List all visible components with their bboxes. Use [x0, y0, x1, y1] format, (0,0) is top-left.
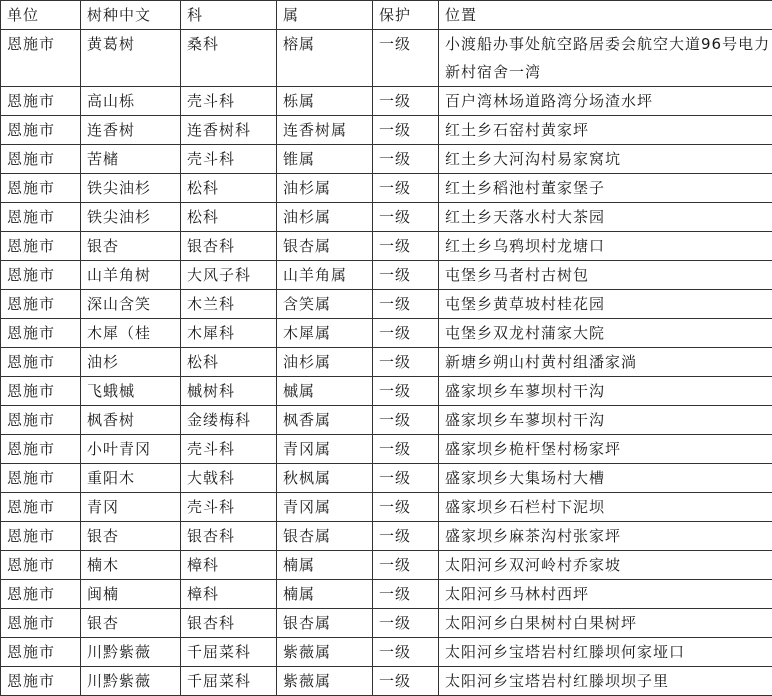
- table-row: [1, 435, 772, 464]
- cell-location: 太阳河乡双河岭村乔家坡: [439, 551, 772, 580]
- cell-unit: 恩施市: [1, 435, 81, 464]
- cell-location: 太阳河乡白果树村白果树坪: [439, 609, 772, 638]
- cell-unit: 恩施市: [1, 522, 81, 551]
- table-row: [1, 522, 772, 551]
- table-row: [1, 87, 772, 116]
- cell-location: 红土乡乌鸦坝村龙塘口: [439, 232, 772, 261]
- cell-species-name: 枫香树: [81, 406, 181, 435]
- cell-family: 松科: [181, 348, 277, 377]
- cell-protection-level: 一级: [373, 551, 439, 580]
- cell-protection-level: 一级: [373, 522, 439, 551]
- cell-genus: 油杉属: [277, 174, 373, 203]
- cell-family: 壳斗科: [181, 435, 277, 464]
- cell-protection-level: 一级: [373, 232, 439, 261]
- cell-protection-level: 一级: [373, 638, 439, 667]
- cell-genus: 青冈属: [277, 493, 373, 522]
- table-row: [1, 609, 772, 638]
- cell-family: 木兰科: [181, 290, 277, 319]
- cell-unit: 恩施市: [1, 87, 81, 116]
- cell-location: 盛家坝乡麻茶沟村张家坪: [439, 522, 772, 551]
- cell-location: 屯堡乡马者村古树包: [439, 261, 772, 290]
- cell-protection-level: 一级: [373, 319, 439, 348]
- cell-genus: 银杏属: [277, 232, 373, 261]
- cell-genus: 油杉属: [277, 348, 373, 377]
- header-family: 科: [181, 1, 277, 30]
- cell-unit: 恩施市: [1, 203, 81, 232]
- cell-unit: 恩施市: [1, 116, 81, 145]
- table-row: [1, 638, 772, 667]
- cell-unit: 恩施市: [1, 580, 81, 609]
- cell-unit: 恩施市: [1, 406, 81, 435]
- cell-species-name: 楠木: [81, 551, 181, 580]
- table-row: [1, 348, 772, 377]
- cell-genus: 青冈属: [277, 435, 373, 464]
- cell-protection-level: 一级: [373, 174, 439, 203]
- cell-unit: 恩施市: [1, 348, 81, 377]
- cell-species-name: 高山栎: [81, 87, 181, 116]
- cell-location: 太阳河乡马林村西坪: [439, 580, 772, 609]
- cell-species-name: 飞蛾槭: [81, 377, 181, 406]
- cell-genus: 油杉属: [277, 203, 373, 232]
- table-row: [1, 232, 772, 261]
- cell-genus: 山羊角属: [277, 261, 373, 290]
- cell-protection-level: 一级: [373, 116, 439, 145]
- cell-species-name: 铁尖油杉: [81, 203, 181, 232]
- cell-species-name: 苦槠: [81, 145, 181, 174]
- cell-family: 松科: [181, 174, 277, 203]
- cell-unit: 恩施市: [1, 493, 81, 522]
- cell-species-name: 银杏: [81, 522, 181, 551]
- cell-family: 金缕梅科: [181, 406, 277, 435]
- cell-protection-level: 一级: [373, 493, 439, 522]
- cell-protection-level: 一级: [373, 580, 439, 609]
- cell-family: 松科: [181, 203, 277, 232]
- cell-protection-level: 一级: [373, 203, 439, 232]
- cell-location: 红土乡稻池村董家堡子: [439, 174, 772, 203]
- cell-location: 屯堡乡黄草坡村桂花园: [439, 290, 772, 319]
- cell-species-name: 木犀（桂: [81, 319, 181, 348]
- cell-protection-level: 一级: [373, 435, 439, 464]
- cell-family: 壳斗科: [181, 493, 277, 522]
- cell-protection-level: 一级: [373, 406, 439, 435]
- header-location: 位置: [439, 1, 772, 30]
- cell-location: 百户湾林场道路湾分场渣水坪: [439, 87, 772, 116]
- cell-location: 盛家坝乡车蓼坝村干沟: [439, 377, 772, 406]
- cell-species-name: 闽楠: [81, 580, 181, 609]
- cell-unit: 恩施市: [1, 638, 81, 667]
- cell-location: 盛家坝乡石栏村下泥坝: [439, 493, 772, 522]
- header-protection-level: 保护: [373, 1, 439, 30]
- cell-family: 千屈菜科: [181, 667, 277, 696]
- cell-family: 樟科: [181, 580, 277, 609]
- cell-unit: 恩施市: [1, 30, 81, 87]
- cell-family: 大风子科: [181, 261, 277, 290]
- cell-genus: 紫薇属: [277, 638, 373, 667]
- cell-species-name: 青冈: [81, 493, 181, 522]
- cell-protection-level: 一级: [373, 145, 439, 174]
- table-row: [1, 145, 772, 174]
- cell-unit: 恩施市: [1, 464, 81, 493]
- cell-family: 千屈菜科: [181, 638, 277, 667]
- cell-location: 红土乡石窑村黄家坪: [439, 116, 772, 145]
- cell-unit: 恩施市: [1, 174, 81, 203]
- cell-location: 红土乡大河沟村易家窝坑: [439, 145, 772, 174]
- table-row: [1, 290, 772, 319]
- cell-protection-level: 一级: [373, 87, 439, 116]
- cell-unit: 恩施市: [1, 232, 81, 261]
- cell-location: 屯堡乡双龙村蒲家大院: [439, 319, 772, 348]
- cell-protection-level: 一级: [373, 609, 439, 638]
- cell-unit: 恩施市: [1, 551, 81, 580]
- table-row: [1, 493, 772, 522]
- cell-genus: 秋枫属: [277, 464, 373, 493]
- table-row: [1, 580, 772, 609]
- cell-species-name: 银杏: [81, 232, 181, 261]
- cell-unit: 恩施市: [1, 667, 81, 696]
- table-row: [1, 667, 772, 696]
- table-row: [1, 261, 772, 290]
- cell-species-name: 重阳木: [81, 464, 181, 493]
- cell-species-name: 川黔紫薇: [81, 638, 181, 667]
- cell-location: 盛家坝乡大集场村大槽: [439, 464, 772, 493]
- cell-species-name: 铁尖油杉: [81, 174, 181, 203]
- cell-protection-level: 一级: [373, 348, 439, 377]
- cell-family: 木犀科: [181, 319, 277, 348]
- table-row: [1, 319, 772, 348]
- table-row: [1, 30, 772, 87]
- cell-species-name: 山羊角树: [81, 261, 181, 290]
- cell-protection-level: 一级: [373, 377, 439, 406]
- cell-family: 槭树科: [181, 377, 277, 406]
- table-row: [1, 203, 772, 232]
- cell-family: 桑科: [181, 30, 277, 87]
- cell-protection-level: 一级: [373, 30, 439, 87]
- cell-genus: 木犀属: [277, 319, 373, 348]
- table-row: [1, 406, 772, 435]
- cell-location: 红土乡天落水村大茶园: [439, 203, 772, 232]
- cell-protection-level: 一级: [373, 464, 439, 493]
- cell-genus: 楠属: [277, 580, 373, 609]
- cell-protection-level: 一级: [373, 667, 439, 696]
- cell-unit: 恩施市: [1, 319, 81, 348]
- cell-genus: 银杏属: [277, 522, 373, 551]
- table-row: [1, 377, 772, 406]
- cell-genus: 连香树属: [277, 116, 373, 145]
- cell-genus: 枫香属: [277, 406, 373, 435]
- cell-protection-level: 一级: [373, 290, 439, 319]
- header-unit: 单位: [1, 1, 81, 30]
- cell-genus: 银杏属: [277, 609, 373, 638]
- cell-genus: 锥属: [277, 145, 373, 174]
- cell-family: 银杏科: [181, 232, 277, 261]
- cell-protection-level: 一级: [373, 261, 439, 290]
- cell-family: 壳斗科: [181, 87, 277, 116]
- cell-genus: 栎属: [277, 87, 373, 116]
- cell-unit: 恩施市: [1, 145, 81, 174]
- header-genus: 属: [277, 1, 373, 30]
- cell-species-name: 银杏: [81, 609, 181, 638]
- cell-unit: 恩施市: [1, 377, 81, 406]
- cell-genus: 槭属: [277, 377, 373, 406]
- cell-species-name: 川黔紫薇: [81, 667, 181, 696]
- cell-species-name: 黄葛树: [81, 30, 181, 87]
- cell-location: 盛家坝乡车蓼坝村干沟: [439, 406, 772, 435]
- cell-species-name: 深山含笑: [81, 290, 181, 319]
- cell-family: 连香树科: [181, 116, 277, 145]
- cell-genus: 紫薇属: [277, 667, 373, 696]
- cell-unit: 恩施市: [1, 609, 81, 638]
- cell-location: 新塘乡朔山村黄村组潘家淌: [439, 348, 772, 377]
- cell-family: 樟科: [181, 551, 277, 580]
- cell-family: 银杏科: [181, 522, 277, 551]
- cell-unit: 恩施市: [1, 290, 81, 319]
- cell-location: 盛家坝乡桅杆堡村杨家坪: [439, 435, 772, 464]
- cell-genus: 楠属: [277, 551, 373, 580]
- cell-species-name: 油杉: [81, 348, 181, 377]
- cell-family: 大戟科: [181, 464, 277, 493]
- cell-genus: 榕属: [277, 30, 373, 87]
- cell-location: 太阳河乡宝塔岩村红滕坝坝子里: [439, 667, 772, 696]
- table-row: [1, 464, 772, 493]
- table-row: [1, 116, 772, 145]
- cell-location: 太阳河乡宝塔岩村红滕坝何家垭口: [439, 638, 772, 667]
- cell-unit: 恩施市: [1, 261, 81, 290]
- cell-genus: 含笑属: [277, 290, 373, 319]
- header-species-name: 树种中文: [81, 1, 181, 30]
- cell-species-name: 小叶青冈: [81, 435, 181, 464]
- cell-species-name: 连香树: [81, 116, 181, 145]
- table-row: [1, 174, 772, 203]
- table-header-row: [1, 1, 772, 30]
- cell-family: 银杏科: [181, 609, 277, 638]
- cell-location: 小渡船办事处航空路居委会航空大道96号电力新村宿舍一湾: [439, 30, 772, 87]
- table-row: [1, 551, 772, 580]
- cell-family: 壳斗科: [181, 145, 277, 174]
